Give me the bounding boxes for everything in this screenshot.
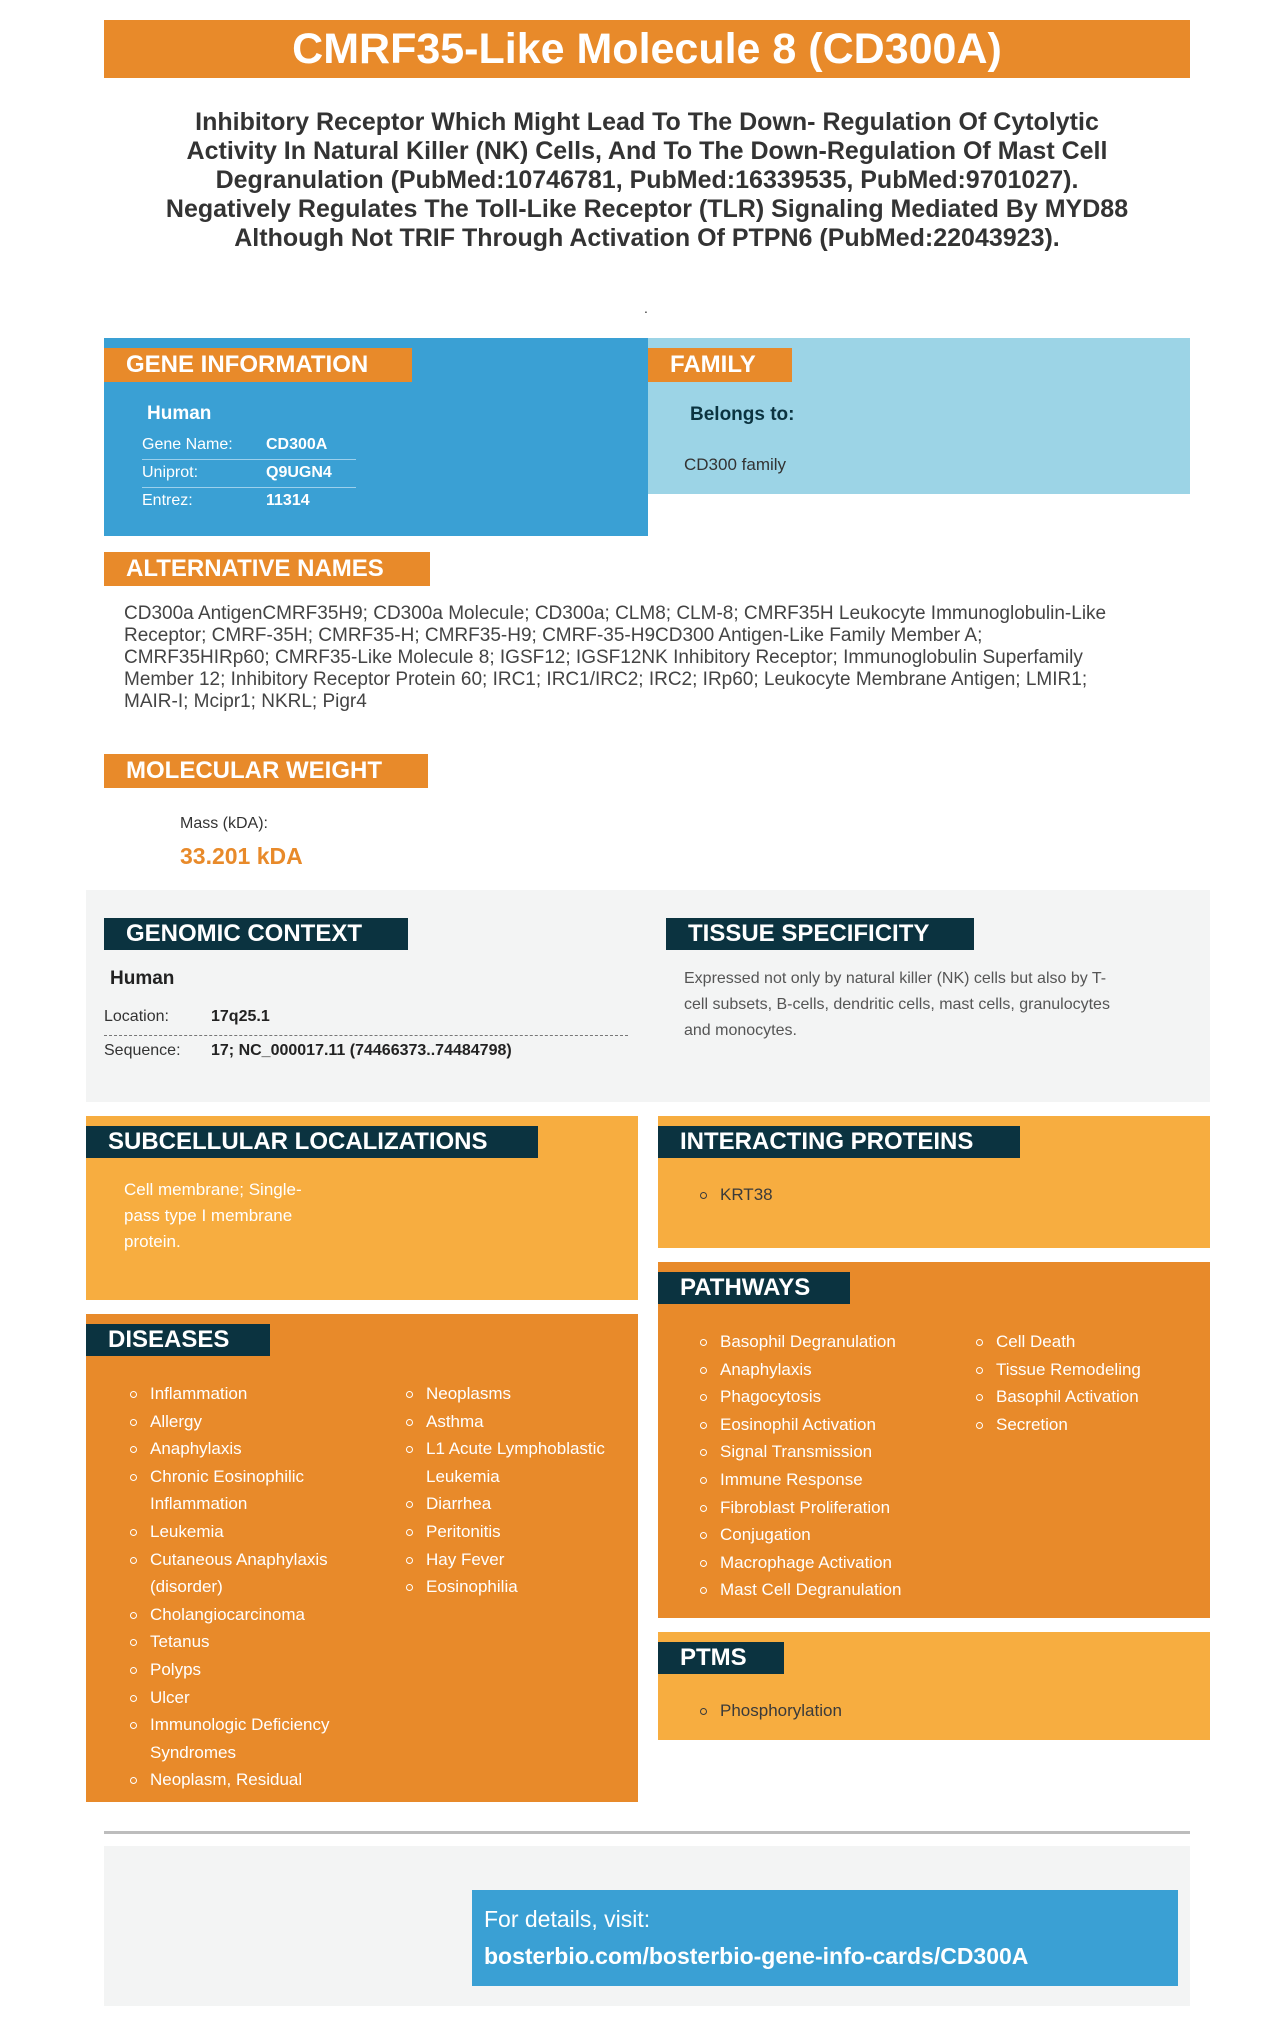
tissue-header: TISSUE SPECIFICITY: [666, 918, 974, 950]
list-item: Eosinophilia: [404, 1573, 634, 1601]
mass-value: 33.201 kDA: [180, 843, 303, 869]
sequence-row: [104, 1040, 628, 1068]
page-title: CMRF35-Like Molecule 8 (CD300A): [104, 20, 1190, 78]
list-item: Leukemia: [426, 1466, 500, 1486]
interacting-list: [698, 1181, 773, 1209]
footer-link-box[interactable]: [472, 1890, 1178, 1986]
summary-line: Although Not TRIF Through Activation Of PTPN6 (PubMed:22043923).: [234, 224, 1060, 252]
footer-divider: [104, 1831, 1190, 1834]
diseases-header: DISEASES: [86, 1324, 270, 1356]
pathways-list-col2: [974, 1328, 1194, 1438]
tissue-line: and monocytes.: [684, 1022, 797, 1039]
list-item: Signal Transmission: [698, 1438, 958, 1466]
subcellular-line: Cell membrane; Single-: [124, 1180, 302, 1199]
list-item: Phagocytosis: [698, 1383, 958, 1411]
entrez-label: Entrez:: [142, 492, 193, 509]
ptms-list: [698, 1697, 842, 1725]
list-item: Diarrhea: [404, 1490, 634, 1518]
list-item: Basophil Activation: [974, 1383, 1194, 1411]
list-item: Cutaneous Anaphylaxis: [128, 1546, 388, 1574]
list-item: Polyps: [128, 1656, 388, 1684]
list-item: Syndromes: [150, 1742, 236, 1762]
list-item: Anaphylaxis: [128, 1435, 388, 1463]
alt-names-line: Receptor; CMRF-35H; CMRF35-H; CMRF35-H9; CMRF-35-H9CD300 Antigen-Like Family Member A;: [124, 625, 983, 646]
summary-line: Degranulation (PubMed:10746781, PubMed:16339535, PubMed:9701027).: [215, 166, 1079, 194]
sequence-label: Sequence:: [104, 1042, 181, 1059]
location-value: 17q25.1: [211, 1008, 270, 1025]
list-item: Eosinophil Activation: [698, 1411, 958, 1439]
genomic-species: Human: [110, 968, 175, 989]
list-item: Asthma: [404, 1408, 634, 1436]
list-item: Tissue Remodeling: [974, 1356, 1194, 1384]
list-item: Mast Cell Degranulation: [698, 1576, 958, 1604]
list-item: Anaphylaxis: [698, 1356, 958, 1384]
subcellular-line: protein.: [124, 1232, 181, 1251]
mass-label: Mass (kDA):: [180, 815, 268, 832]
ptms-header: PTMS: [658, 1642, 784, 1674]
footer-visit-label: For details, visit:: [484, 1906, 651, 1932]
list-item: Peritonitis: [404, 1518, 634, 1546]
list-item: Macrophage Activation: [698, 1549, 958, 1577]
list-item: Allergy: [128, 1408, 388, 1436]
list-item: L1 Acute Lymphoblastic: [404, 1435, 634, 1463]
subcellular-text: [124, 1177, 344, 1255]
list-item: (disorder): [150, 1577, 223, 1597]
summary-text: [104, 108, 1190, 253]
list-item: KRT38: [698, 1181, 773, 1209]
tissue-text: [684, 966, 1184, 1044]
list-item: Secretion: [974, 1411, 1194, 1439]
list-item: Cholangiocarcinoma: [128, 1601, 388, 1629]
diseases-list-col1: [128, 1380, 388, 1794]
alt-names-line: MAIR-I; Mcipr1; NKRL; Pigr4: [124, 691, 367, 712]
list-item: Cell Death: [974, 1328, 1194, 1356]
list-item: Immune Response: [698, 1466, 958, 1494]
tissue-line: cell subsets, B-cells, dendritic cells, mast cells, granulocytes: [684, 996, 1110, 1013]
list-item: Fibroblast Proliferation: [698, 1494, 958, 1522]
family-header: FAMILY: [648, 348, 792, 382]
alt-names-line: Member 12; Inhibitory Receptor Protein 60; IRC1; IRC1/IRC2; IRC2; IRp60; Leukocyte Membrane Antigen; LMIR1;: [124, 669, 1088, 690]
uniprot-value: Q9UGN4: [266, 464, 332, 481]
alt-names-line: CMRF35HIRp60; CMRF35-Like Molecule 8; IGSF12; IGSF12NK Inhibitory Receptor; Immunoglobulin Superfamily: [124, 647, 1083, 668]
family-value: CD300 family: [684, 455, 787, 474]
location-label: Location:: [104, 1008, 169, 1025]
diseases-list-col2: [404, 1380, 634, 1601]
subcellular-line: pass type I membrane: [124, 1206, 293, 1225]
uniprot-row: [142, 462, 356, 488]
gene-info-header: GENE INFORMATION: [104, 348, 412, 382]
list-item: Neoplasms: [404, 1380, 634, 1408]
list-item: Inflammation: [150, 1494, 248, 1514]
family-belongs-label: Belongs to:: [690, 404, 795, 425]
list-item: Hay Fever: [404, 1546, 634, 1574]
list-item: Phosphorylation: [698, 1697, 842, 1725]
alt-names-header: ALTERNATIVE NAMES: [104, 552, 430, 586]
list-item: Ulcer: [128, 1684, 388, 1712]
list-item: Neoplasm, Residual: [128, 1766, 388, 1794]
location-row: [104, 1004, 628, 1036]
alt-names-text: [124, 603, 1184, 713]
footer-link[interactable]: bosterbio.com/bosterbio-gene-info-cards/CD300A: [484, 1943, 1029, 1969]
list-item: Conjugation: [698, 1521, 958, 1549]
gene-name-value: CD300A: [266, 436, 328, 453]
subcellular-header: SUBCELLULAR LOCALIZATIONS: [86, 1126, 538, 1158]
genomic-header: GENOMIC CONTEXT: [104, 918, 408, 950]
sequence-value: 17; NC_000017.11 (74466373..74484798): [211, 1042, 512, 1059]
uniprot-label: Uniprot:: [142, 464, 199, 481]
list-item: Basophil Degranulation: [698, 1328, 958, 1356]
mol-weight-header: MOLECULAR WEIGHT: [104, 754, 428, 788]
interacting-header: INTERACTING PROTEINS: [658, 1126, 1020, 1158]
gene-species: Human: [147, 403, 212, 424]
pathways-list-col1: [698, 1328, 958, 1604]
gene-name-label: Gene Name:: [142, 436, 233, 453]
tissue-line: Expressed not only by natural killer (NK) cells but also by T-: [684, 970, 1107, 987]
pathways-header: PATHWAYS: [658, 1272, 850, 1304]
separator-dot: .: [644, 300, 648, 316]
list-item: Tetanus: [128, 1628, 388, 1656]
list-item: Chronic Eosinophilic: [128, 1463, 388, 1491]
list-item: Immunologic Deficiency: [128, 1711, 388, 1739]
gene-name-row: [142, 434, 356, 460]
list-item: Inflammation: [128, 1380, 388, 1408]
list-item: Leukemia: [128, 1518, 388, 1546]
summary-line: Negatively Regulates The Toll-Like Receptor (TLR) Signaling Mediated By MYD88: [165, 195, 1129, 223]
alt-names-line: CD300a AntigenCMRF35H9; CD300a Molecule; CD300a; CLM8; CLM-8; CMRF35H Leukocyte Immunoglobulin-Like: [124, 603, 1107, 624]
summary-line: Inhibitory Receptor Which Might Lead To The Down- Regulation Of Cytolytic: [195, 108, 1099, 136]
summary-line: Activity In Natural Killer (NK) Cells, And To The Down-Regulation Of Mast Cell: [186, 137, 1108, 165]
entrez-row: [142, 490, 356, 516]
entrez-value: 11314: [266, 492, 310, 509]
